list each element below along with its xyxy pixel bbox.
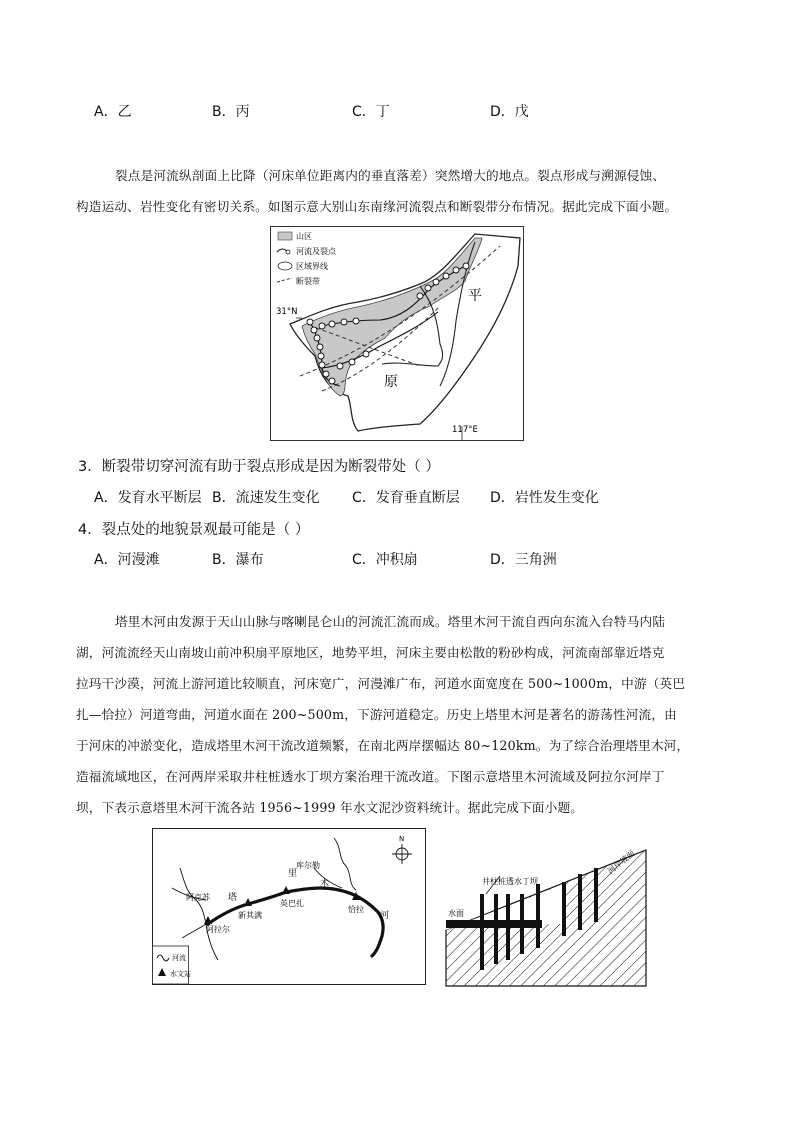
question-3-stem: 3．断裂带切穿河流有助于裂点形成是因为断裂带处（ ） [78,459,440,475]
passage-2-line: 扎—恰拉）河道弯曲，河道水面在 200~500m，下游河道稳定。历史上塔里木河是著名的游荡性河流，由 [76,707,677,722]
question-4-options [94,549,714,571]
q3-option-c: C．发育垂直断层 [352,490,460,506]
legend-river-label: 河流及裂点 [296,247,336,256]
q4-option-a: A．河漫滩 [94,552,160,568]
question-4-stem: 4．裂点处的地貌景观最可能是（ ） [78,522,310,538]
option-c: C．丁 [352,104,390,120]
label-xinqiman: 新其满 [238,911,262,920]
fault-map [270,226,524,442]
legend-station-label: 水文站 [170,970,191,978]
label-alaer: 阿拉尔 [206,925,230,934]
passage-2-line: 塔里木河由发源于天山山脉与喀喇昆仑山的河流汇流而成。塔里木河干流自西向东流入台特马内陆 [115,614,666,629]
dam-label: 井柱桩透水丁坝 [482,877,538,886]
slope-label: 河岸坡面 [605,848,637,876]
latitude-label: 31°N [276,307,298,317]
region-label-ping: 平 [468,288,482,304]
passage-1-line: 裂点是河流纵剖面上比降（河床单位距离内的垂直落差）突然增大的地点。裂点形成与溯源侵蚀、 [115,168,666,183]
legend-river-label: 河流 [172,954,186,962]
passage-2-line: 于河床的冲淤变化，造成塔里木河干流改道频繁，在南北两岸摆幅达 80~120km。为了综合治理塔里木河， [76,738,690,753]
groyne-diagram [444,836,648,988]
tarim-river-map [152,828,426,986]
q4-option-d: D．三角洲 [490,552,557,568]
legend-fault-label: 断裂带 [296,277,320,286]
label-akesu: 阿克苏 [186,893,210,902]
passage-2-line: 拉玛干沙漠，河流上游河道比较顺直，河床宽广，河漫滩广布，河道水面宽度在 500~1000m，中游（英巴 [76,676,686,691]
legend-boundary-swatch [278,262,292,270]
option-b: B．丙 [212,104,250,120]
passage-2-line: 坝，下表示意塔里木河干流各站 1956~1999 年水文泥沙资料统计。据此完成下面小题。 [76,800,584,815]
question-3-options [94,487,714,509]
legend-mountain-swatch [278,232,292,240]
region-label-yuan: 原 [384,374,398,390]
label-ta: 塔 [228,893,238,903]
legend-boundary-label: 区域界线 [296,262,328,271]
passage-2 [76,606,712,823]
q3-option-d: D．岩性发生变化 [490,490,599,506]
label-kuerle: 库尔勒 [296,861,320,870]
passage-2-line: 湖，河流流经天山南坡山前冲积扇平原地区，地势平坦，河床主要由松散的粉砂构成，河流南部靠近塔克 [76,645,665,660]
label-mu: 木 [320,879,330,889]
q4-option-c: C．冲积扇 [352,552,418,568]
q4-option-b: B．瀑布 [212,552,264,568]
svg-text:N: N [399,835,405,843]
label-he: 河 [380,911,390,921]
label-li: 里 [288,869,298,879]
passage-2-line: 造福流域地区，在河两岸采取井柱桩透水丁坝方案治理干流改道。下图示意塔里木河流域及阿拉尔河岸丁 [76,769,665,784]
q3-option-b: B．流速发生变化 [212,490,320,506]
legend-mountain-label: 山区 [296,232,312,241]
longitude-label: 117°E [452,425,478,435]
label-qiala: 恰拉 [348,905,364,914]
option-a: A．乙 [94,104,132,120]
label-yingbazha: 英巴扎 [280,899,304,908]
prev-question-options [94,101,714,123]
q3-option-a: A．发育水平断层 [94,490,202,506]
passage-1-line: 构造运动、岩性变化有密切关系。如图示意大别山东南缘河流裂点和断裂带分布情况。据此完成下面小题。 [76,199,678,214]
option-d: D．戊 [490,104,529,120]
passage-1 [76,160,712,222]
water-label: 水面 [448,909,464,918]
